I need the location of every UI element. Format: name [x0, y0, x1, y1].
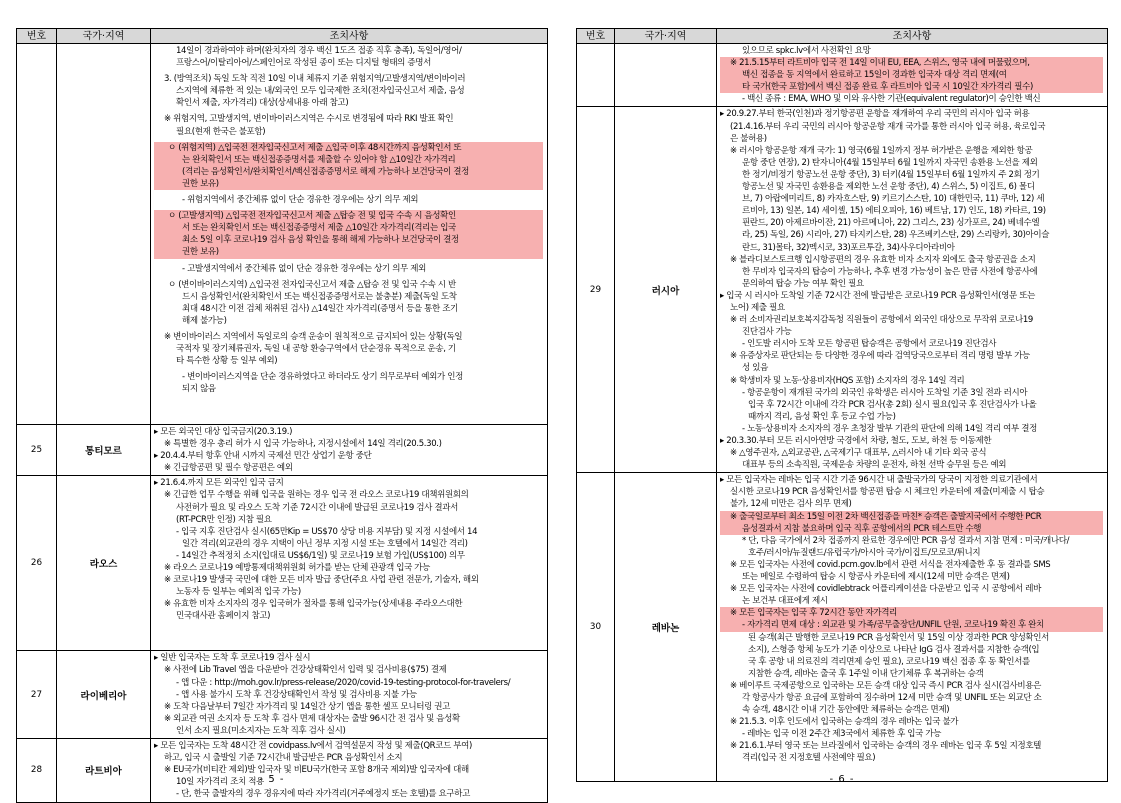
table-row — [17, 425, 548, 476]
text-line: 하고, 입국 시 출발일 기준 72시간내 발급받은 PCR 음성확인서 소지 — [164, 753, 403, 764]
country-name — [615, 44, 717, 107]
text-line: ※ 라오스 코로나19 예방통제대책위원회 허가를 받는 단체 관광객 입국 가능 — [164, 563, 431, 574]
text-line: 논 보건부 대표에게 제시 — [742, 596, 828, 607]
row-number — [577, 44, 615, 107]
highlighted-text-line: 권한 보유) — [154, 178, 543, 190]
highlighted-text-line: 는 완치확인서 또는 백신접종증명서를 제출할 수 있어야 함 △10일간 자가격리 — [154, 154, 543, 166]
measures-cell — [717, 107, 1108, 473]
left-table-body — [17, 44, 548, 803]
highlighted-text-line: 최소 5일 이후 코로나19 검사 음성 확인을 통해 해제 가능하나 보건당국이 결정 — [154, 234, 543, 246]
text-line: ※ EU국가(비티칸 제외)발 입국자 및 비EU국가(한국 포함 8개국 제외)발 입국자에 대해 — [164, 765, 469, 776]
page-number-left: - 5 - — [259, 774, 285, 785]
text-line: ※ 위험지역, 고발생지역, 변이바이러스지역은 수시로 변경됨에 따라 RKI 발표 확인 — [164, 114, 454, 125]
text-line: ※ 사전에 Lib Travel 앱을 다운받아 건강상태확인서 입력 및 검사비용($75) 결제 — [164, 665, 447, 676]
text-line: 필요(현재 한국은 불포함) — [176, 126, 266, 137]
left-page — [16, 28, 548, 803]
table-row — [17, 739, 548, 802]
text-line: 각 항공사가 항공 요금에 포함하여 징수하며 12세 미만 승객 및 UNFIL 또는 외교단 소 — [742, 692, 1042, 703]
text-line: - 입국 지후 진단검사 실시(65만Kip = US$70 상당 비용 지부담) 및 지정 시설에서 14 — [176, 526, 478, 537]
highlighted-text-line: ※ 출국일로부터 최소 15일 이전 2차 백신접종을 마친* 승객은 출발지국에서 수행한 PCR — [720, 511, 1103, 523]
text-line: ※ 21.5.3. 이후 인도에서 입국하는 승객의 경우 레바논 입국 불가 — [730, 717, 959, 728]
text-line: 해제 불가능) — [182, 315, 227, 326]
text-line: 3. (방역조치) 독일 도착 직전 10일 이내 체류지 기준 위험지역/고발생지역/변이바이러 — [164, 74, 466, 85]
text-line: ▸ 20.3.30.부터 모든 러시아연방 국경에서 차량, 철도, 도보, 하천 등 이동제한 — [720, 436, 992, 446]
text-line: ※ 유증상자로 판단되는 등 다양한 경우에 따라 검역당국으로부터 격리 명령 발부 가능 — [730, 351, 1030, 362]
text-line: 된 승객(최근 발행한 코로나19 PCR 음성확인서 및 15일 이상 경과한 PCR 양성확인서 — [748, 632, 1050, 643]
text-line: 한 무비자 입국자의 탑승이 가능하나, 추후 변경 가능성이 높은 만큼 사전에 항공사에 — [742, 266, 1038, 277]
text-line: ▸ 입국 시 러시아 도착일 기준 72시간 전에 발급받은 코로나19 PCR 음성확인서(영문 또는 — [720, 290, 1035, 301]
highlighted-text-line: (격리는 음성확인서/완치확인서/백신접종증명서로 해제 가능하나 보건당국이 결정 — [154, 166, 543, 178]
text-line: 타 특수한 상황 등 일부 예외) — [176, 356, 278, 367]
text-line: - 항공운항이 재개된 국가의 외국인 유학생은 러시아 도착일 기준 3일 전과 러시아 — [742, 387, 1028, 398]
text-line: 속 승객, 48시간 이내 기간 동안에만 체류하는 승객은 면제) — [742, 705, 950, 716]
text-line: - 인도발 러시아 도착 모든 항공편 탑승객은 공항에서 코로나19 진단검사 — [742, 339, 997, 350]
highlighted-text-line: 권한 보유) — [154, 246, 543, 258]
text-line: 소지), 스형증 항체 농도가 기준 이상으로 나타난 IgG 검사 결과서를 지참한 승객(입 — [748, 644, 1040, 655]
text-line: - 14일간 추적정치 소지(입대료 US$6/1일) 및 코로나19 보험 가입(US$100) 의무 — [176, 550, 465, 561]
measures-cell — [717, 473, 1108, 782]
text-line: 핀란드, 20) 아제르바이잔, 21) 아르메니아, 22) 그리스, 23) 싱가포르, 24) 베네수엘 — [742, 218, 1040, 229]
text-line: 대표부 등의 소속직원, 국제운송 차량의 운전자, 하천 선박 승무원 등은 예외 — [742, 460, 1007, 471]
text-line: 실시한 코로나19 PCR 음성확인서를 항공편 탑승 시 체크인 카운터에 제출(미제출 시 탑승 — [730, 487, 1045, 498]
text-line: 르비아, 13) 일본, 14) 세이셸, 15) 에티오피아, 16) 베트남, 17) 인도, 18) 카타르, 19) — [742, 206, 1046, 217]
text-line: - 레바논 입국 이전 2주간 제3국에서 체류한 후 입국 가능 — [742, 729, 942, 740]
header-country: 국가·지역 — [615, 29, 717, 44]
text-line: 국 후 공항 내 의료진의 격리면제 승인 필요), 코로나19 백신 접종 후 동 확인서를 — [748, 656, 1030, 667]
text-line: 성 있음 — [742, 363, 768, 374]
text-line: 불가, 12세 미만은 검사 의무 면제) — [730, 499, 852, 510]
text-line: - 백신 종류 : EMA, WHO 및 이와 유사한 기관(equivalent regulator)이 승인한 백신 — [742, 94, 1041, 105]
measures-cell — [151, 425, 548, 476]
left-table-header — [17, 29, 548, 44]
header-num: 번호 — [17, 29, 57, 44]
text-line: 격리(입국 전 지정호텔 사전예약 필요) — [742, 753, 876, 764]
country-name: 라트비아 — [57, 739, 151, 802]
table-row — [17, 651, 548, 739]
text-line: - 위험지역에서 중간체류 없이 단순 경유한 경우에는 상기 의무 제외 — [182, 195, 419, 206]
table-row — [17, 44, 548, 425]
text-line: 확인서 제출, 자가격리) 대상(상세내용 아래 참고) — [176, 98, 349, 109]
country-name: 라오스 — [57, 476, 151, 651]
text-line: 은 불허용) — [730, 133, 767, 144]
text-line: 호주/러시아/뉴질랜드/유럽국가/아시아 국가/이집트/모로코/튀니지 — [748, 547, 981, 558]
text-line: 란드, 31)몰타, 32)멕시코, 33)포르투갈, 34)사우디아라비아 — [742, 242, 955, 253]
header-measures: 조치사항 — [717, 29, 1108, 44]
measures-cell — [151, 476, 548, 651]
row-number: 26 — [17, 476, 57, 651]
text-line: 사전허가 필요 및 라오스 도착 기준 72시간 이내에 발급된 코로나19 검사 결과서 — [176, 502, 458, 513]
row-number: 27 — [17, 651, 57, 739]
row-number: 28 — [17, 739, 57, 802]
text-line: ▸ 모든 입국자는 도착 48시간 전 covidpass.lv에서 검역설문지 작성 및 제출(QR코드 부여) — [154, 741, 472, 752]
right-table-body — [577, 44, 1108, 782]
highlighted-text-line: 백신 접종을 동 지역에서 완료하고 15일이 경과한 입국자 대상 격리 면제(여 — [720, 69, 1103, 81]
country-name: 통티모르 — [57, 425, 151, 476]
row-number — [17, 44, 57, 425]
text-line: ▸ 일반 입국자는 도착 후 코로나19 검사 실시 — [154, 653, 311, 664]
text-line: 노동자 등 일부는 예외적 입국 가능) — [176, 587, 301, 598]
text-line: ※ 긴급항공편 및 필수 항공편은 예외 — [164, 463, 293, 474]
measures-cell — [151, 739, 548, 802]
measures-cell — [717, 44, 1108, 107]
text-line: 14일이 경과하여야 하며(완치자의 경우 백신 1도즈 접종 직후 충족), 독일어/영어/ — [176, 46, 462, 56]
text-line: 브, 7) 아랍에미리트, 8) 카자흐스탄, 9) 키르기스스탄, 10) 대한민국, 11) 쿠바, 12) 세 — [742, 194, 1045, 205]
text-line: ※ 학생비자 및 노동·상용비자(HQS 포함) 소지자의 경우 14일 격리 — [730, 375, 965, 386]
text-line: 스지역에 체류한 적 있는 내/외국인 모두 입국제한 조치(전자입국신고서 제출, 음성 — [176, 86, 465, 97]
text-line: ※ 베이루트 국제공항으로 입국하는 모든 승객 대상 입국 즉시 PCR 검사 실시(검사비용은 — [730, 680, 1041, 691]
text-line: 프랑스어/이탈리아어/스페인어로 작성된 종이 또는 디지털 형태의 증명서 — [176, 58, 431, 69]
text-line: - 노동·상용비자 소지자의 경우 초청장 발부 기관의 판단에 의해 14일 격리 여부 결정 — [742, 423, 1037, 434]
text-line: ※ 특별한 경우 총리 허가 시 입국 가능하나, 지정시설에서 14일 격리(20.5.30.) — [164, 439, 442, 450]
highlighted-text-line: 타 국가(한국 포함)에서 백신 접종 완료 후 라트비아 입국 시 10일간 자가격리 필수) — [720, 81, 1103, 93]
row-number: 29 — [577, 107, 615, 473]
text-line: ※ 코로나19 발생국 국민에 대한 모든 비자 발급 중단(주요 사업 관련 전문가, 기술자, 해외 — [164, 575, 479, 586]
text-line: 일간 격리(외교관의 경우 지택이 아닌 정부 지정 시설 또는 호텔에서 14일간 격리) — [182, 538, 468, 549]
table-row — [577, 44, 1108, 107]
text-line: ㅇ (변이바이러스지역) △입국전 전자입국신고서 제출 △탑승 전 및 입국 수속 시 반 — [168, 279, 456, 290]
highlighted-text-line: ㅇ (위험지역) △입국전 전자입국신고서 제출 △입국 이후 48시간까지 음성확인서 또 — [154, 142, 543, 154]
text-line: ※ 긴급한 업무 수행을 위해 입국을 원하는 경우 입국 전 라오스 코로나19 대책위원회의 — [164, 490, 469, 501]
measures-cell — [151, 44, 548, 425]
text-line: ※ 모든 입국자는 사전에 covidlebtrack 어플리케이션을 다운받고 입국 시 공항에서 레바 — [730, 584, 1041, 595]
text-line: ▸ 20.9.27.부터 한국(인천)과 정기항공편 운항을 재개하여 우리 국민의 러시아 입국 허용 — [720, 109, 1030, 120]
text-line: ※ 변이바이러스 지역에서 독일로의 승객 운송이 원칙적으로 금지되어 있는 상황(독일 — [164, 331, 463, 342]
right-page — [576, 28, 1108, 782]
highlighted-text-line: ※ 21.5.15부터 라트비아 입국 전 14일 이내 EU, EEA, 스위스, 영국 내에 머물렀으며, — [720, 57, 1103, 69]
table-row — [17, 476, 548, 651]
highlighted-text-line: 음성결과서 지참 불요하며 입국 직후 공항에서의 PCR 테스트만 수행 — [720, 523, 1103, 535]
text-line: ※ 블라디보스토크행 입시항공편의 경우 유효한 비자 소지자 외에도 출국 항공권을 소지 — [730, 254, 1036, 265]
text-line: ※ 러시아 항공운항 재개 국가: 1) 영국(6월 1일까지 정부 허가받은 운행을 제외한 항공 — [730, 145, 1033, 156]
text-line: 문의하여 탑승 가능 여부 확인 필요 — [742, 278, 864, 289]
text-line: (RT-PCR만 인정) 지참 필요 — [176, 514, 272, 525]
text-line: ※ 외교관 여권 소지자 등 도착 후 검사 면제 대상자는 출발 96시간 전 검사 및 음성확 — [164, 713, 460, 724]
text-line: * 단, 다음 국가에서 2차 접종까지 완료한 경우에만 PCR 음성 결과서 지참 면제 : 미국/캐나다/ — [742, 535, 1070, 546]
text-line: 운항 중단 연장), 2) 탄자니아(4월 15일부터 6월 1일까지 자국민 송환용 노선을 제외 — [742, 157, 1038, 168]
page-number-right: - 6 - — [829, 774, 855, 785]
highlighted-text-line: ㅇ (고발생지역) △입국전 전자입국신고서 제출 △탑승 전 및 입국 수속 시 음성확인 — [154, 210, 543, 222]
measures-cell — [151, 651, 548, 739]
table-row — [577, 473, 1108, 782]
right-measures-table — [576, 28, 1108, 782]
text-line: 민국대사관 홈페이지 참고) — [176, 611, 271, 622]
table-row — [577, 107, 1108, 473]
header-num: 번호 — [577, 29, 615, 44]
country-name: 레바논 — [615, 473, 717, 782]
text-line: - 고발생지역에서 중간체류 없이 단순 경유한 경우에는 상기 의무 제외 — [182, 263, 426, 274]
text-line: 있으므로 spkc.lv에서 사전확인 요망 — [742, 46, 871, 56]
highlighted-text-line: ※ 모든 입국자는 입국 후 72시간 동안 자가격리 — [720, 607, 1103, 619]
text-line: ▸ 20.4.4.부터 항후 안내 시까지 국제선 민간 상업기 운항 중단 — [154, 451, 372, 462]
text-line: 항공노선 및 자국민 송환용을 제외한 노선 운항 중단), 4) 스위스, 5) 이집트, 6) 몰디 — [742, 182, 1035, 193]
text-line: 드시 음성확인서(완치확인서 또는 백신접종증명서로는 불충분) 제출(독일 도착 — [182, 291, 457, 302]
text-line: ※ 유효한 비자 소지자의 경우 입국허가 절차를 통해 입국가능(상세내용 주라오스대한 — [164, 599, 463, 610]
text-line: 노어) 제출 필요 — [730, 302, 785, 313]
text-line: ▸ 모든 외국인 대상 입국금지(20.3.19.) — [154, 427, 293, 437]
header-measures: 조치사항 — [151, 29, 548, 44]
text-line: (21.4.16.부터 우리 국민의 러시아 항공운항 재개 국가를 통한 러시아 입국 허용, 육로입국 — [730, 121, 1046, 132]
row-number: 25 — [17, 425, 57, 476]
text-line: - 변이바이러스지역을 단순 경유하였다고 하더라도 상기 의무로부터 예외가 인정 — [182, 372, 463, 383]
text-line: ※ 21.6.1.부터 영국 또는 브라질에서 입국하는 승객의 경우 레바논 입국 후 5일 지정호텔 — [730, 741, 1042, 752]
text-line: 지참한 승객, 레바논 출국 후 1주일 이내 단기체류 후 복귀하는 승객 — [748, 668, 984, 679]
text-line: 또는 메일로 수령하여 탑승 시 항공사 카운터에 제시(12세 미만 승객은 면제) — [742, 572, 1010, 583]
text-line: 한 정기/비정기 항공노선 운항 중단), 3) 터키(4월 15일부터 6월 1일까지 주 2회 정기 — [742, 169, 1040, 180]
text-line: 라, 25) 독일, 26) 시리아, 27) 타지키스탄, 28) 우즈베키스탄, 29) 스리랑카, 30)아이슬 — [742, 230, 1050, 241]
text-line: 인서 소지 필요(미소지자는 도착 직후 검사 실시) — [176, 725, 346, 736]
text-line: 되지 않음 — [182, 384, 216, 395]
text-line: 10일 자가격리 조치 적용 — [176, 777, 264, 788]
text-line: 입국 후 72시간 이내에 각각 PCR 검사(총 2회) 실시 필요(입국 후 진단검사가 나올 — [748, 399, 1037, 410]
text-line: - 앱 사용 불가시 도착 후 건강상태확인서 작성 및 검사비용 지불 가능 — [176, 689, 417, 700]
text-line: ※ 러 소비자권리보호복지감독청 직원들이 공항에서 외국인 대상으로 무작위 코로나19 — [730, 315, 1033, 326]
country-name: 러시아 — [615, 107, 717, 473]
country-name — [57, 44, 151, 425]
country-name: 라이베리아 — [57, 651, 151, 739]
text-line: ▸ 모든 입국자는 레바논 입국 시간 기준 96시간 내 출발국가의 당국이 지정한 의료기관에서 — [720, 475, 1038, 486]
highlighted-text-line: - 자가격리 면제 대상 : 외교관 및 가족/공무출장단/UNFIL 단원, 코로나19 확진 후 완치 — [720, 619, 1103, 631]
text-line: 진단검사 가능 — [742, 327, 792, 338]
text-line: ※ △영주권자, △외교공관, △국제기구 대표부, △러시아 내 기타 외국 공식 — [730, 448, 987, 459]
text-line: - 앱 다운 : http://moh.gov.lr/press-release/2020/covid-19-testing-protocol-for-travelers/ — [176, 677, 511, 688]
text-line: 때까지 격리, 음성 확인 후 등교 수업 가능) — [748, 411, 896, 422]
right-table-header — [577, 29, 1108, 44]
text-line: 국적자 및 장기체류권자, 독일 내 공항 환승구역에서 단순경유 목적으로 운송, 기 — [176, 344, 456, 355]
highlighted-text-line: 서 또는 완치확인서 또는 백신접종증명서 제출 △10일간 자가격리(격리는 입국 — [154, 222, 543, 234]
text-line: - 단, 한국 출발자의 경우 경유지에 따라 자가격리(거주예정지 또는 호텔)를 요구하고 — [176, 789, 470, 800]
left-measures-table — [16, 28, 548, 803]
text-line: ※ 도착 다음날부터 7일간 자가격리 및 14일간 상기 앱을 통한 셀프 모니터링 권고 — [164, 701, 451, 712]
text-line: ▸ 21.6.4.까지 모든 외국인 입국 금지 — [154, 478, 284, 489]
header-country: 국가·지역 — [57, 29, 151, 44]
row-number: 30 — [577, 473, 615, 782]
text-line: 최대 48시간 이전 검체 채취된 검사) △14일간 자가격리(증명서 등을 통한 조기 — [182, 303, 458, 314]
text-line: ※ 모든 입국자는 사전에 covid.pcm.gov.lb에서 관련 서식을 전자제출한 후 동 결과를 SMS — [730, 559, 1051, 570]
